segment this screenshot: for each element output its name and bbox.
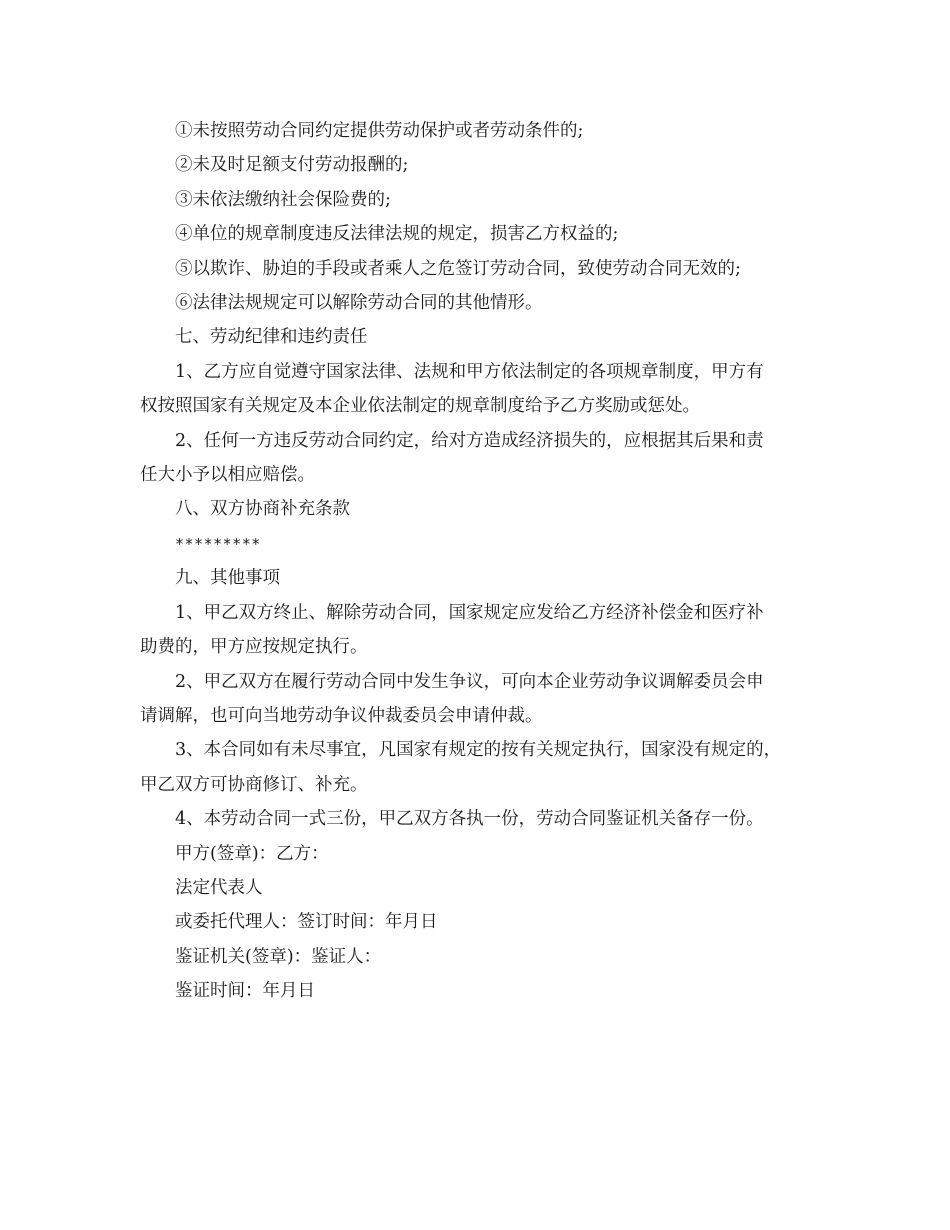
section-heading-8: 八、双方协商补充条款 [175,499,350,520]
agent-signing-date-line: 或委托代理人：签订时间：年月日 [175,912,438,933]
certification-date-line: 鉴证时间：年月日 [175,981,315,1002]
clause-item-5: ⑤以欺诈、胁迫的手段或者乘人之危签订劳动合同，致使劳动合同无效的; [175,258,741,279]
section-9-paragraph-2-continued: 请调解，也可向当地劳动争议仲裁委员会申请仲裁。 [140,705,543,726]
section-9-paragraph-2: 2、甲乙双方在履行劳动合同中发生争议，可向本企业劳动争议调解委员会申 [175,671,764,692]
clause-item-6: ⑥法律法规规定可以解除劳动合同的其他情形。 [175,293,543,314]
section-heading-9: 九、其他事项 [175,568,280,589]
supplementary-terms-placeholder: ********* [175,534,261,553]
clause-item-3: ③未依法缴纳社会保险费的; [175,189,391,210]
section-9-paragraph-4: 4、本劳动合同一式三份，甲乙双方各执一份，劳动合同鉴证机关备存一份。 [175,809,764,830]
section-7-paragraph-1: 1、乙方应自觉遵守国家法律、法规和甲方依法制定的各项规章制度，甲方有 [175,361,764,382]
legal-representative-line: 法定代表人 [175,877,263,898]
section-9-paragraph-1: 1、甲乙双方终止、解除劳动合同，国家规定应发给乙方经济补偿金和医疗补 [175,602,764,623]
document-body [140,114,812,1009]
section-heading-7: 七、劳动纪律和违约责任 [175,327,368,348]
section-9-paragraph-3-continued: 甲乙双方可协商修订、补充。 [140,774,368,795]
signature-party-line: 甲方(签章)：乙方： [175,843,329,864]
section-9-paragraph-3: 3、本合同如有未尽事宜，凡国家有规定的按有关规定执行，国家没有规定的， [175,740,782,761]
clause-item-2: ②未及时足额支付劳动报酬的; [175,155,409,176]
section-9-paragraph-1-continued: 助费的，甲方应按规定执行。 [140,637,368,658]
clause-item-1: ①未按照劳动合同约定提供劳动保护或者劳动条件的; [175,121,584,141]
section-7-paragraph-2-continued: 任大小予以相应赔偿。 [140,465,315,486]
section-7-paragraph-2: 2、任何一方违反劳动合同约定，给对方造成经济损失的，应根据其后果和责 [175,430,764,451]
clause-item-4: ④单位的规章制度违反法律法规的规定，损害乙方权益的; [175,224,619,245]
section-7-paragraph-1-continued: 权按照国家有关规定及本企业依法制定的规章制度给予乙方奖励或惩处。 [140,396,700,417]
certification-authority-line: 鉴证机关(签章)：鉴证人： [175,946,382,967]
